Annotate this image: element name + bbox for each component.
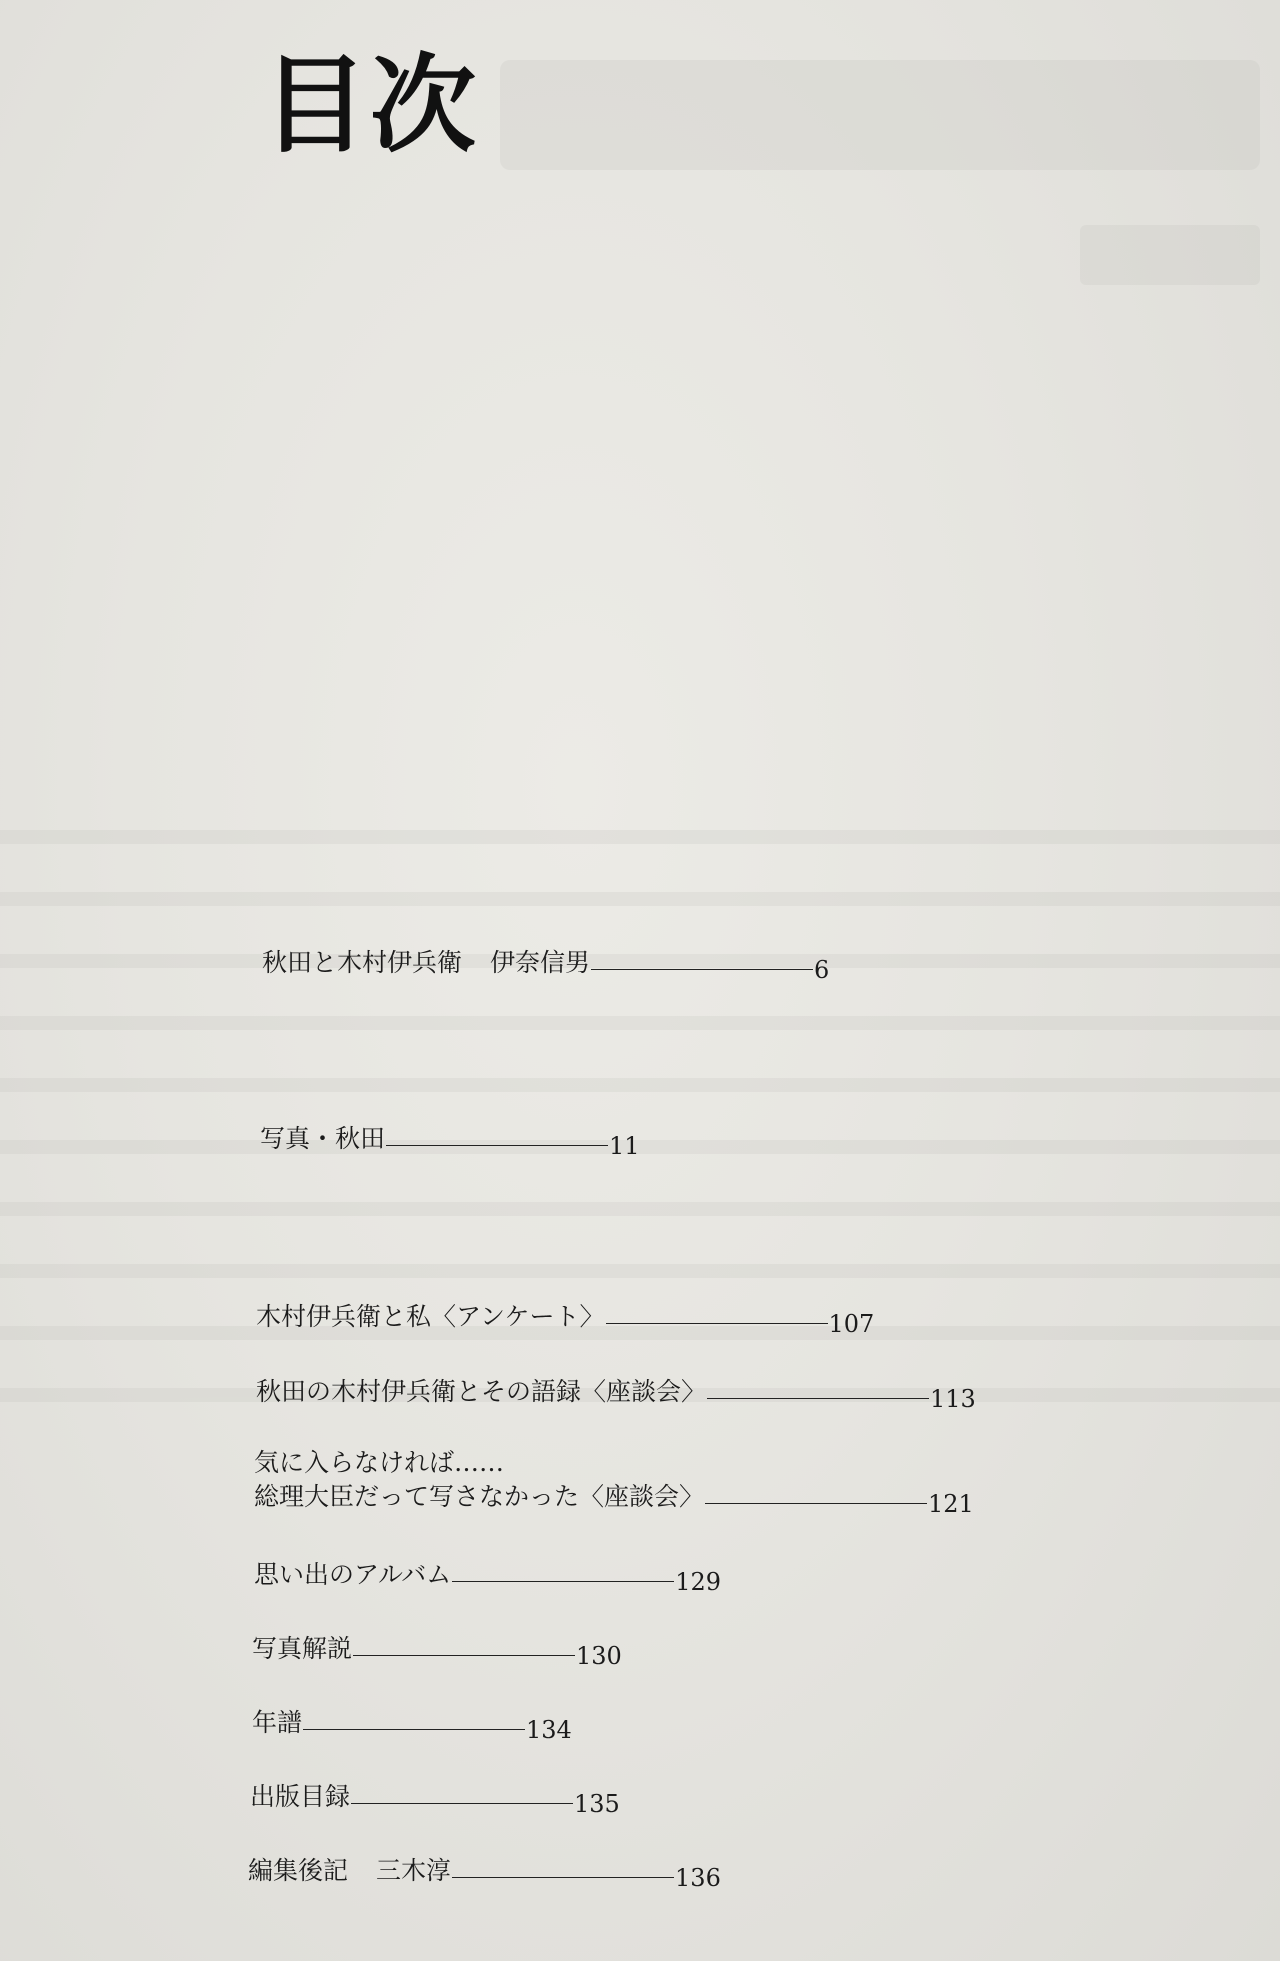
- toc-entry-3: [256, 1300, 875, 1339]
- page-number: 121: [928, 1490, 974, 1519]
- toc-entry-7: [252, 1632, 622, 1671]
- page-number: 107: [828, 1310, 875, 1339]
- toc-entry-4: [256, 1375, 976, 1414]
- leader-line: [452, 1877, 674, 1878]
- page-number: 135: [574, 1790, 620, 1819]
- page-number: 136: [675, 1864, 721, 1893]
- toc-entry-10: [248, 1854, 721, 1893]
- entry-title: 編集後記: [248, 1856, 349, 1885]
- entry-title-line1: 気に入らなければ……: [254, 1448, 505, 1477]
- page-number: 129: [675, 1568, 722, 1597]
- leader-line: [606, 1323, 828, 1324]
- entry-author: 三木淳: [376, 1856, 452, 1885]
- leader-line: [707, 1398, 929, 1399]
- page-number: 113: [930, 1385, 976, 1414]
- entry-title: 思い出のアルバム: [254, 1560, 452, 1589]
- page-number: 130: [576, 1642, 622, 1671]
- page-number: 6: [814, 956, 830, 985]
- entry-author: 伊奈信男: [490, 948, 591, 977]
- entry-title: 年譜: [252, 1708, 303, 1737]
- entry-title: 秋田と木村伊兵衛: [262, 948, 463, 977]
- entry-title: 写真・秋田: [260, 1124, 386, 1153]
- toc-entry-2: [260, 1122, 640, 1161]
- leader-line: [386, 1145, 608, 1146]
- leader-line: [705, 1503, 927, 1504]
- toc-entry-8: [252, 1706, 572, 1745]
- leader-line: [303, 1729, 525, 1730]
- leader-line: [591, 969, 813, 970]
- entry-title: 木村伊兵衛と私〈アンケート〉: [256, 1302, 605, 1331]
- entry-title: 出版目録: [250, 1782, 351, 1811]
- page-number: 11: [609, 1132, 640, 1161]
- toc-entry-1: [262, 946, 830, 985]
- entry-title: 写真解説: [252, 1634, 353, 1663]
- toc-entry-6: [254, 1558, 722, 1597]
- leader-line: [452, 1581, 674, 1582]
- entry-title: 秋田の木村伊兵衛とその語録〈座談会〉: [256, 1377, 707, 1406]
- toc-heading: 目次: [262, 42, 478, 167]
- page-number: 134: [526, 1716, 572, 1745]
- leader-line: [351, 1803, 573, 1804]
- toc-entry-9: [250, 1780, 620, 1819]
- leader-line: [353, 1655, 575, 1656]
- entry-title: 総理大臣だって写さなかった〈座談会〉: [254, 1481, 705, 1511]
- toc-entry-5: [254, 1446, 974, 1519]
